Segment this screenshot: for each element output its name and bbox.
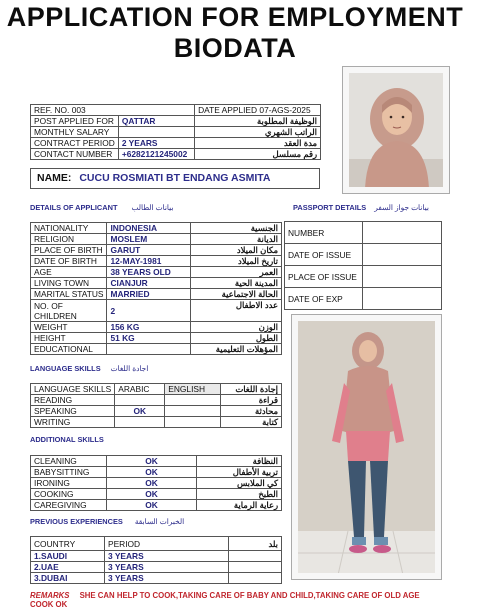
applicant-row: RELIGION MOSLEM الديانة [31, 234, 282, 245]
ref-label: POST APPLIED FOR [31, 116, 119, 127]
ref-row [31, 127, 321, 138]
passport-section-title: PASSPORT DETAILS بيانات جواز السفر [293, 203, 429, 212]
ref-label-ar: رقم مسلسل [195, 149, 321, 160]
ref-label: CONTRACT PERIOD [31, 138, 119, 149]
applicant-row: NATIONALITY INDONESIA الجنسية [31, 223, 282, 234]
applicant-row: HEIGHT 51 KG الطول [31, 333, 282, 344]
skill-row: CLEANING OK النظافة [31, 456, 282, 467]
name-label: NAME: [37, 172, 72, 184]
applicant-row: AGE 38 YEARS OLD العمر [31, 267, 282, 278]
applicant-name-box [30, 168, 320, 189]
ref-label-ar: مدة العقد [195, 138, 321, 149]
passport-row: PLACE OF ISSUE [285, 266, 442, 288]
language-row: READING قراءة [31, 395, 282, 406]
passport-details-table [284, 221, 442, 310]
remarks-text: SHE CAN HELP TO COOK,TAKING CARE OF BABY AND CHILD,TAKING CARE OF OLD AGE COOK OK [30, 591, 420, 609]
passport-row: NUMBER [285, 222, 442, 244]
language-row: SPEAKING OK محادثة [31, 406, 282, 417]
applicant-details-table [30, 222, 282, 355]
full-body-photo [291, 314, 442, 580]
ref-row [31, 138, 321, 149]
applicant-name: CUCU ROSMIATI BT ENDANG ASMITA [79, 172, 271, 184]
full-body-figure [298, 321, 435, 573]
skill-row: COOKING OK الطبخ [31, 489, 282, 500]
experience-row: 2.UAE 3 YEARS [31, 562, 282, 573]
ref-value: 2 YEARS [118, 138, 194, 149]
ref-row [31, 149, 321, 160]
portrait-photo [342, 66, 450, 194]
ref-value: +6282121245002 [118, 149, 194, 160]
applicant-row: WEIGHT 156 KG الوزن [31, 322, 282, 333]
document-title: APPLICATION FOR EMPLOYMENT [6, 2, 464, 32]
reference-table [30, 104, 321, 160]
remarks-label: REMARKS [30, 591, 70, 600]
applicant-row: PLACE OF BIRTH GARUT مكان الميلاد [31, 245, 282, 256]
ref-value [118, 127, 194, 138]
applicant-row: EDUCATIONAL المؤهلات التعليمية [31, 344, 282, 355]
applicant-row: MARITAL STATUS MARRIED الحالة الاجتماعية [31, 289, 282, 300]
applicant-section-title: DETAILS OF APPLICANT بيانات الطالب [30, 203, 174, 212]
ref-label-ar: الوظيفة المطلوبة [195, 116, 321, 127]
remarks [30, 591, 440, 609]
additional-skills-table [30, 455, 282, 511]
language-section-title: LANGUAGE SKILLS اجادة اللغات [30, 364, 149, 373]
skill-row: CAREGIVING OK رعاية الرماية [31, 500, 282, 511]
experience-table [30, 536, 282, 584]
ref-label-ar: الراتب الشهري [195, 127, 321, 138]
passport-row: DATE OF EXP [285, 288, 442, 310]
language-head-row: LANGUAGE SKILLS ARABIC ENGLISH إجادة اللغات [31, 384, 282, 395]
portrait-figure [349, 73, 443, 187]
ref-label: MONTHLY SALARY [31, 127, 119, 138]
document-subtitle: BIODATA [173, 33, 297, 63]
applicant-row: DATE OF BIRTH 12-MAY-1981 تاريخ الميلاد [31, 256, 282, 267]
date-applied: DATE APPLIED 07-AGS-2025 [195, 105, 321, 116]
ref-label: CONTACT NUMBER [31, 149, 119, 160]
language-skills-table [30, 383, 282, 428]
ref-number: REF. NO. 003 [31, 105, 195, 116]
experience-section-title: PREVIOUS EXPERIENCES الخبرات السابقة [30, 517, 185, 526]
experience-row: 3.DUBAI 3 YEARS [31, 573, 282, 584]
ref-row [31, 116, 321, 127]
applicant-row: LIVING TOWN CIANJUR المدينة الحية [31, 278, 282, 289]
skill-row: BABYSITTING OK تربية الأطفال [31, 467, 282, 478]
ref-row [31, 105, 321, 116]
passport-row: DATE OF ISSUE [285, 244, 442, 266]
experience-row: 1.SAUDI 3 YEARS [31, 551, 282, 562]
applicant-row: NO. OF CHILDREN 2 عدد الاطفال [31, 300, 282, 322]
ref-value: QATTAR [118, 116, 194, 127]
skill-row: IRONING OK كي الملابس [31, 478, 282, 489]
additional-section-title: ADDITIONAL SKILLS [30, 435, 104, 444]
language-row: WRITING كتابة [31, 417, 282, 428]
experience-head-row: COUNTRY PERIOD بلد [31, 537, 282, 551]
